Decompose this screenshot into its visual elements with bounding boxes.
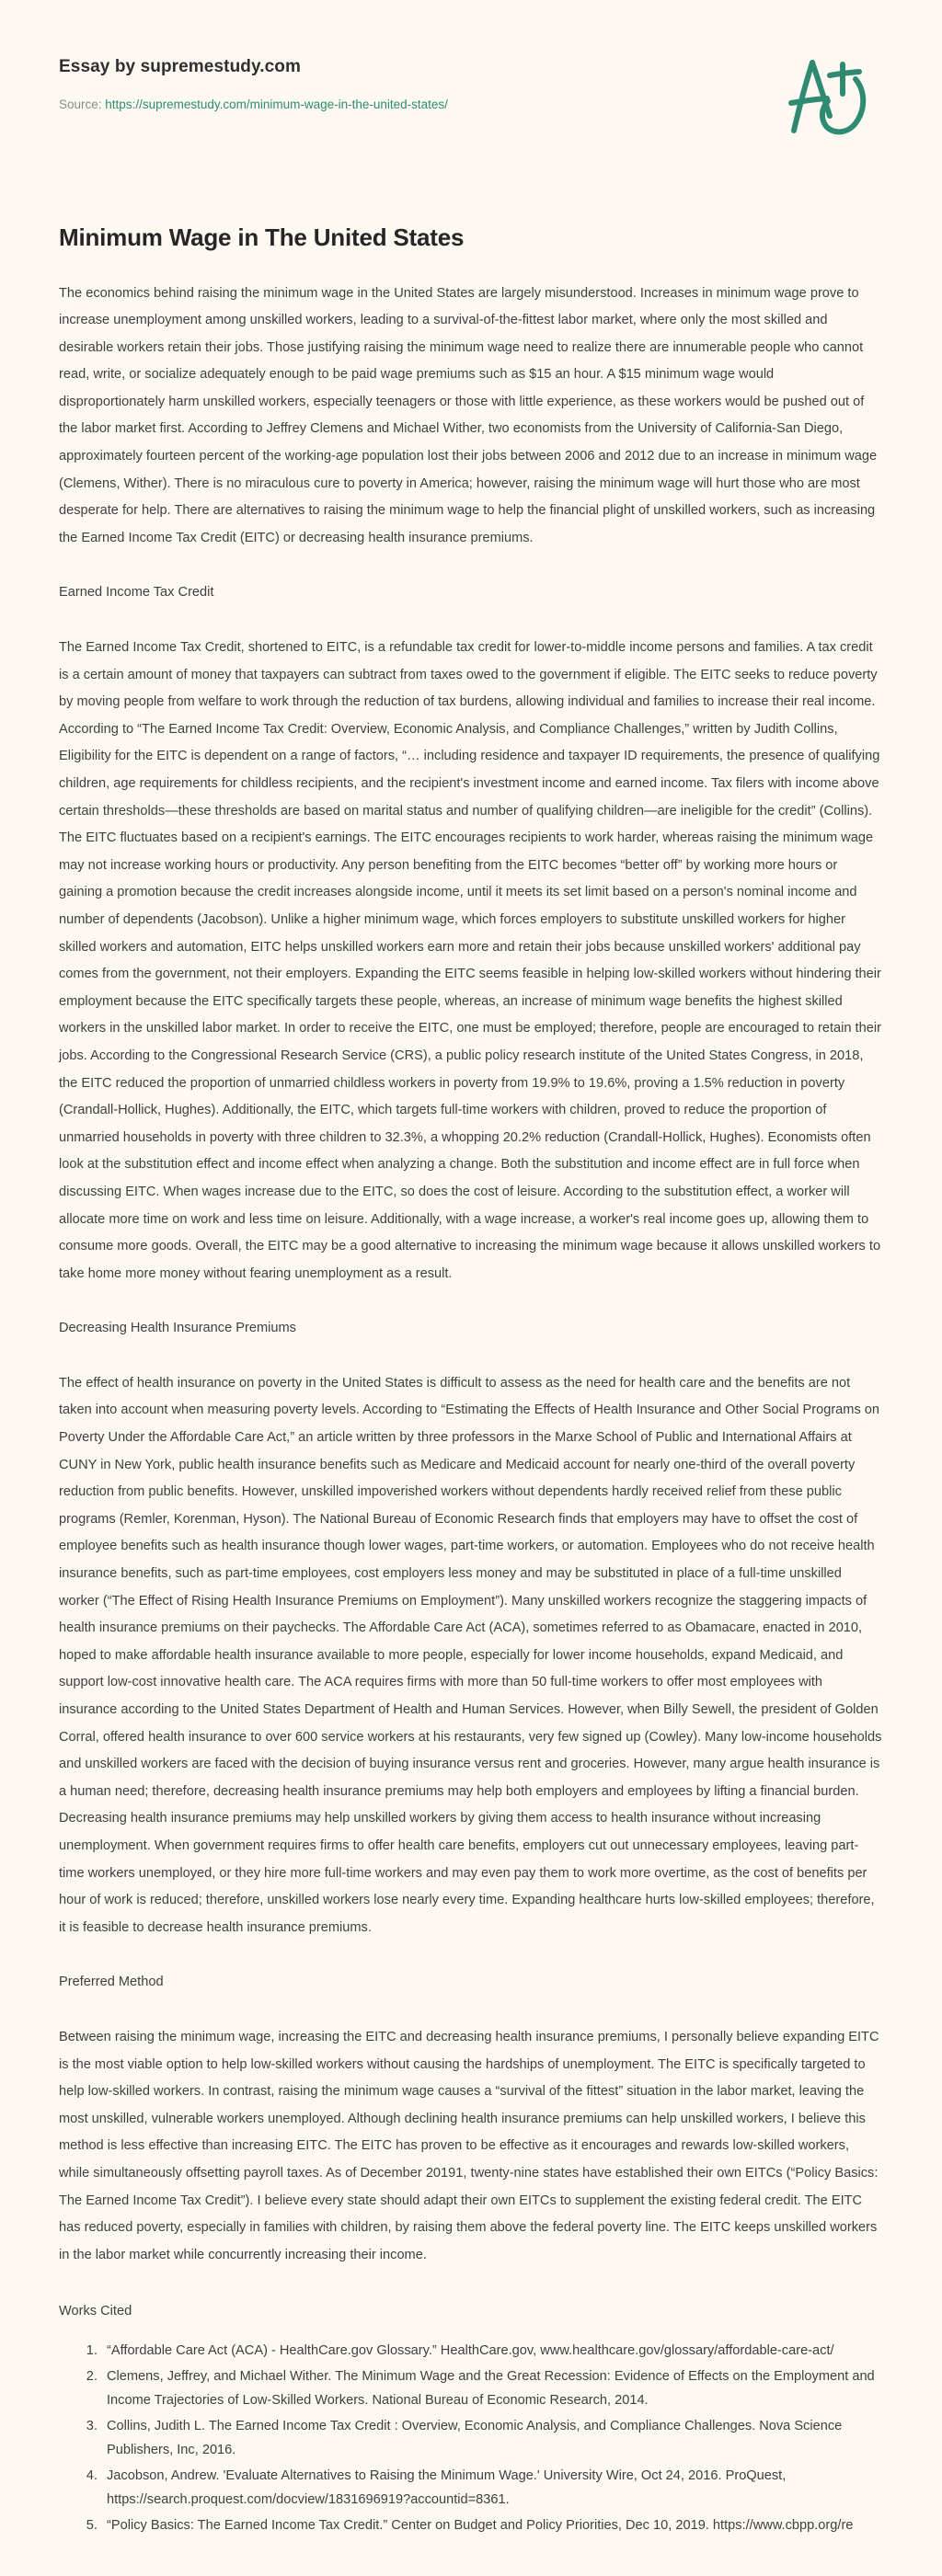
section-body-decreasing-health-insurance-premiums: The effect of health insurance on poverty in the United States is difficult to assess as the need for health care and the benefits are not taken into account when measuring poverty levels. According to “Estimating the Effects of Health Insurance and Other Social Programs on Poverty Under the Affordable Care Act,” an article written by three professors in the Marxe School of Public and International Affairs at CUNY in New York, public health insurance benefits such as Medicare and Medicaid account for nearly one-third of the overall poverty reduction from public benefits. However, unskilled impoverished workers without dependents hardly received relief from these public programs (Remler, Korenman, Hyson). The National Bureau of Economic Research finds that employers may have to offset the cost of employee benefits such as health insurance though lower wages, part-time workers, or automation. Employees who do not receive health insurance benefits, such as part-time employees, cost employers less money and may be substituted in place of a full-time unskilled worker (“The Effect of Rising Health Insurance Premiums on Employment”). Many unskilled workers recognize the staggering impacts of health insurance premiums on their paychecks. The Affordable Care Act (ACA), sometimes referred to as Obamacare, enacted in 2010, hoped to make affordable health insurance available to more people, especially for lower income households, expand Medicaid, and support low-cost innovative health care. The ACA requires firms with more than 50 full-time workers to offer most employees with insurance according to the United States Department of Health and Human Services. However, when Billy Sewell, the president of Golden Corral, offered health insurance to over 600 service workers at his restaurants, very few signed up (Cowley). Many low-income households and unskilled workers are faced with the decision of buying insurance versus rent and groceries. However, many argue health insurance is a human need; therefore, decreasing health insurance premiums may help both employers and employees by lifting a financial burden. Decreasing health insurance premiums may help unskilled workers by giving them access to health insurance without increasing unemployment. When government requires firms to offer health care benefits, employers cut out unnecessary employees, leaving part-time workers unemployed, or they hire more full-time workers and may even pay them to work more overtime, as the cost of benefits per hour of work is reduced; therefore, unskilled workers lose nearly every time. Expanding healthcare hurts low-skilled employees; therefore, it is feasible to decrease health insurance premiums. — [59, 1375, 882, 1935]
works-cited-item: 4. Jacobson, Andrew. 'Evaluate Alternatives to Raising the Minimum Wage.' University Wire, Oct 24, 2016. ProQuest, https://search.proquest.com/docview/1831696919?accountid=8361. — [101, 2464, 883, 2512]
source-label: Source: — [59, 97, 102, 111]
article-body — [0, 223, 942, 2576]
works-cited-list — [59, 2339, 883, 2537]
source-url-link[interactable]: https://supremestudy.com/minimum-wage-in-the-united-states/ — [105, 97, 448, 111]
section-body-preferred-method: Between raising the minimum wage, increasing the EITC and decreasing health insurance premiums, I personally believe expanding EITC is the most viable option to help low-skilled workers without causing the hardships of unemployment. The EITC is specifically targeted to help low-skilled workers. In contrast, raising the minimum wage causes a “survival of the fittest” situation in the labor market, leaving the most unskilled, vulnerable workers unemployed. Although declining health insurance premiums can help unskilled workers, I believe this method is less effective than increasing EITC. The EITC has proven to be effective as it encourages and rewards low-skilled workers, while simultaneously offsetting payroll taxes. As of December 20191, twenty-nine states have established their own EITCs (“Policy Basics: The Earned Income Tax Credit”). I believe every state should adapt their own EITCs to supplement the existing federal credit. The EITC has reduced poverty, especially in families with children, by raising them above the federal poverty line. The EITC keeps unskilled workers in the labor market while concurrently increasing their income. — [59, 2029, 879, 2262]
section-heading-decreasing-health-insurance-premiums: Decreasing Health Insurance Premiums — [59, 1321, 296, 1336]
section-body-earned-income-tax-credit: The Earned Income Tax Credit, shortened to EITC, is a refundable tax credit for lower-to-middle income persons and families. A tax credit is a certain amount of money that taxpayers can subtract from taxes owed to the government if eligible. The EITC seeks to reduce poverty by moving people from welfare to work through the reduction of tax burdens, allowing individual and families to increase their real income. According to “The Earned Income Tax Credit: Overview, Economic Analysis, and Compliance Challenges,” written by Judith Collins, Eligibility for the EITC is dependent on a range of factors, “… including residence and taxpayer ID requirements, the presence of qualifying children, age requirements for childless recipients, and the recipient's investment income and earned income. Tax filers with income above certain thresholds—these thresholds are based on marital status and number of qualifying children—are ineligible for the credit” (Collins). The EITC fluctuates based on a recipient's earnings. The EITC encourages recipients to work harder, whereas raising the minimum wage may not increase working hours or productivity. Any person benefiting from the EITC becomes “better off” by working more hours or gaining a promotion because the credit increases alongside income, until it meets its set limit based on a person's nominal income and number of dependents (Jacobson). Unlike a higher minimum wage, which forces employers to substitute unskilled workers for higher skilled workers and automation, EITC helps unskilled workers earn more and retain their jobs because unskilled workers' additional pay comes from the government, not their employers. Expanding the EITC seems feasible in helping low-skilled workers without hindering their employment because the EITC specifically targets these people, whereas, an increase of minimum wage benefits the highest skilled workers in the unskilled labor market. In order to receive the EITC, one must be employed; therefore, people are encouraged to retain their jobs. According to the Congressional Research Service (CRS), a public policy research institute of the United States Congress, in 2018, the EITC reduced the proportion of unmarried childless workers in poverty from 19.9% to 19.6%, proving a 1.5% reduction in poverty (Crandall-Hollick, Hughes). Additionally, the EITC, which targets full-time workers with children, proved to reduce the proportion of unmarried households in poverty with three children to 32.3%, a whopping 20.2% reduction (Crandall-Hollick, Hughes). Economists often look at the substitution effect and income effect when analyzing a change. Both the substitution and income effect are in full force when discussing EITC. When wages increase due to the EITC, so does the cost of leisure. According to the substitution effect, a worker will allocate more time on work and less time on leisure. Additionally, with a wage increase, a worker's real income goes up, allowing them to consume more goods. Overall, the EITC may be a good alternative to increasing the minimum wage because it allows unskilled workers to take home more money without fearing unemployment as a result. — [59, 640, 881, 1281]
section-heading-earned-income-tax-credit: Earned Income Tax Credit — [59, 585, 214, 601]
a-plus-logo — [782, 46, 889, 153]
works-cited-item: 2. Clemens, Jeffrey, and Michael Wither. The Minimum Wage and the Great Recession: Evidence of Effects on the Employment and Income Trajectories of Low-Skilled Workers. National Bureau of Economic Research, 2014. — [101, 2364, 883, 2412]
works-cited-item: 5. “Policy Basics: The Earned Income Tax Credit.” Center on Budget and Policy Priorities, Dec 10, 2019. https://www.cbpp.org/re — [101, 2513, 883, 2537]
works-cited-item: 3. Collins, Judith L. The Earned Income Tax Credit : Overview, Economic Analysis, and Compliance Challenges. Nova Science Publishers, Inc, 2016. — [101, 2414, 883, 2462]
page-title: Minimum Wage in The United States — [59, 223, 465, 251]
source-line — [59, 97, 883, 112]
intro-paragraph: The economics behind raising the minimum wage in the United States are largely misunderstood. Increases in minimum wage prove to increase unemployment among unskilled workers, leading to a survival-of-the-fittest labor market, where only the most skilled and desirable workers retain their jobs. Those justifying raising the minimum wage need to realize there are innumerable people who cannot read, write, or socialize adequately enough to be paid wage premiums such as $15 an hour. A $15 minimum wage would disproportionately harm unskilled workers, especially teenagers or those with little experience, as these workers would be pushed out of the labor market first. According to Jeffrey Clemens and Michael Wither, two economists from the University of California-San Diego, approximately fourteen percent of the working-age population lost their jobs between 2006 and 2012 due to an increase in minimum wage (Clemens, Wither). There is no miraculous cure to poverty in America; however, raising the minimum wage will hurt those who are most desperate for help. There are alternatives to raising the minimum wage to help the financial plight of unskilled workers, such as increasing the Earned Income Tax Credit (EITC) or decreasing health insurance premiums. — [59, 285, 878, 545]
section-heading-preferred-method: Preferred Method — [59, 1975, 164, 1990]
brand-title: Essay by supremestudy.com — [59, 57, 301, 76]
works-cited-item: 1. “Affordable Care Act (ACA) - HealthCare.gov Glossary.” HealthCare.gov, www.healthcare.gov/glossary/affordable-care-act/ — [101, 2339, 883, 2363]
page-header — [0, 0, 942, 147]
works-cited-heading: Works Cited — [59, 2304, 132, 2319]
